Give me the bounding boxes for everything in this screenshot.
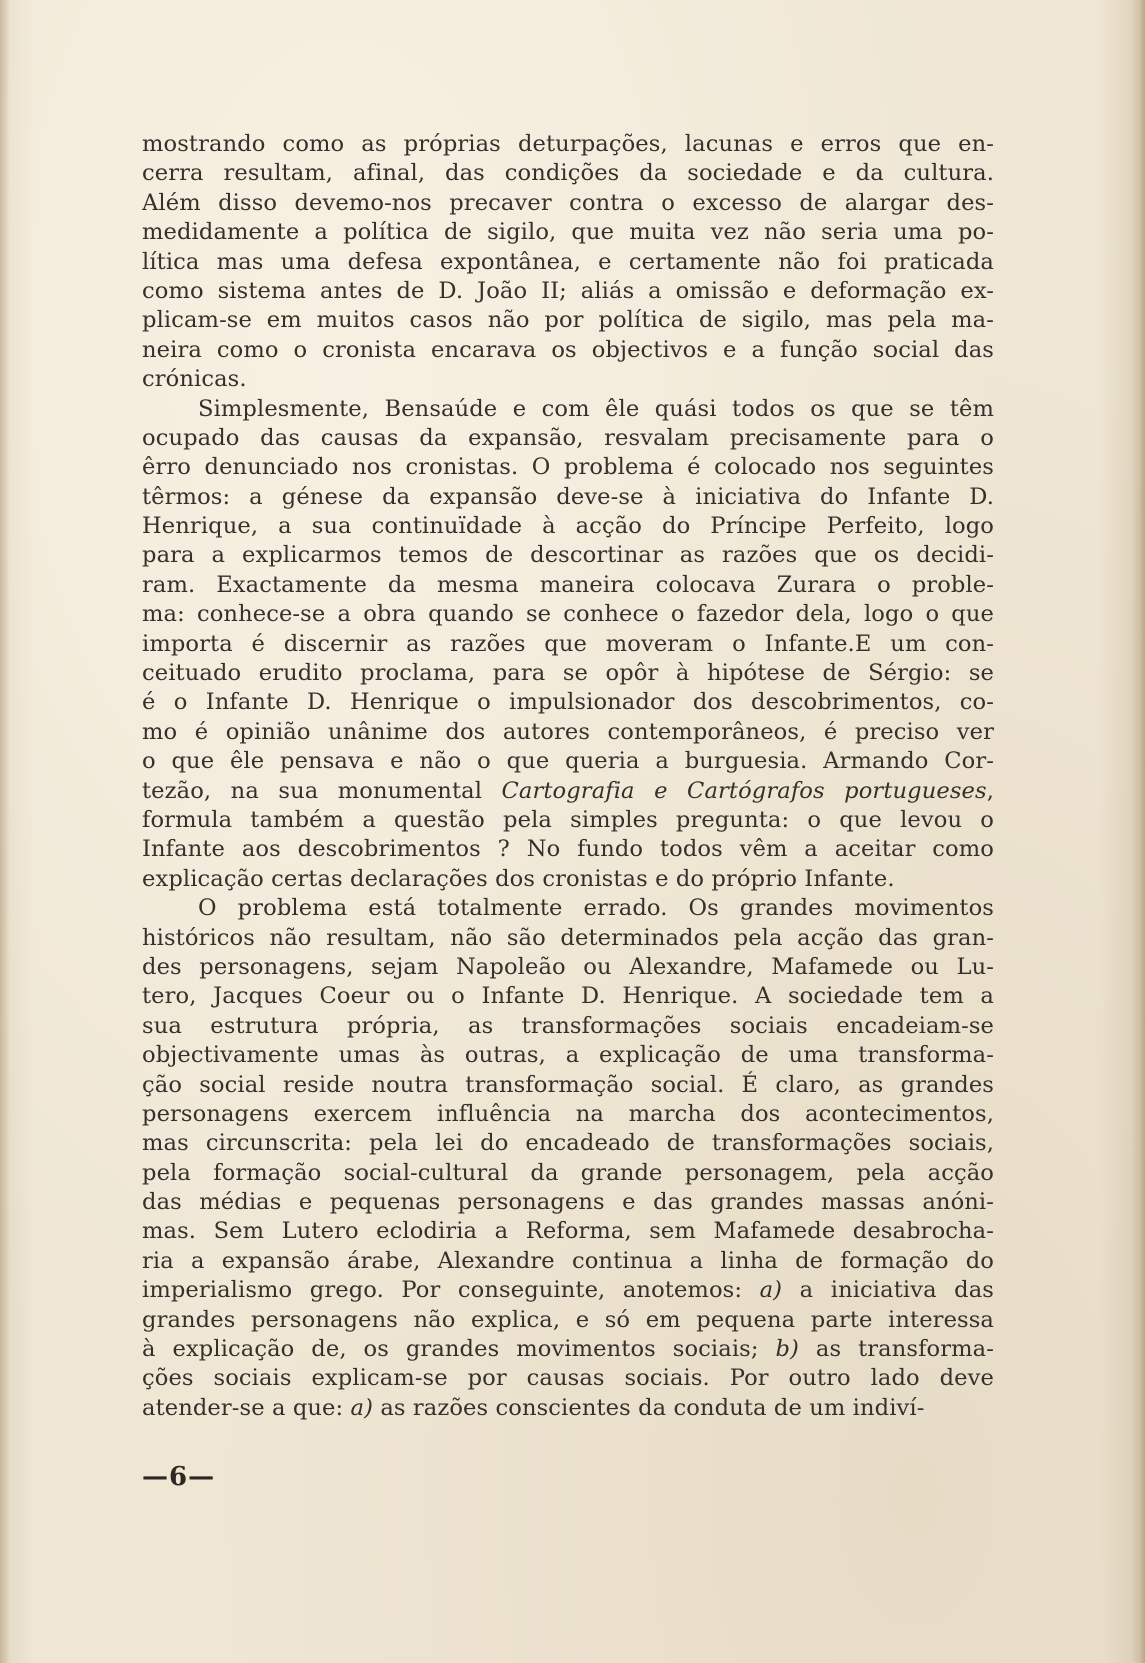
text-segment: das médias e pequenas personagens e das grandes massas anóni-	[142, 1189, 994, 1216]
text-line	[142, 835, 994, 864]
text-line	[142, 1306, 994, 1335]
italic-text: a)	[350, 1394, 374, 1421]
text-segment: medidamente a política de sigilo, que muita vez não seria uma po-	[142, 219, 994, 246]
text-line	[142, 1159, 994, 1188]
text-line	[142, 600, 994, 629]
text-segment: ções sociais explicam-se por causas sociais. Por outro lado deve	[142, 1365, 994, 1392]
text-segment: Henrique, a sua continuïdade à acção do Príncipe Perfeito, logo	[142, 513, 994, 540]
text-line	[142, 1071, 994, 1100]
text-line	[142, 395, 994, 424]
text-segment: a iniciativa das	[782, 1277, 994, 1304]
text-line	[142, 1394, 994, 1423]
text-segment: históricos não resultam, não são determinados pela acção das gran-	[142, 924, 994, 951]
text-line	[142, 865, 994, 894]
text-line	[142, 512, 994, 541]
text-segment: têrmos: a génese da expansão deve-se à iniciativa do Infante D.	[142, 483, 994, 510]
text-segment: tezão, na sua monumental	[142, 777, 502, 804]
text-segment: explicação certas declarações dos cronistas e do próprio Infante.	[142, 865, 895, 892]
text-line	[142, 483, 994, 512]
text-line	[142, 336, 994, 365]
text-segment: à explicação de, os grandes movimentos sociais;	[142, 1336, 776, 1363]
text-line	[142, 1364, 994, 1393]
text-segment: Infante aos descobrimentos ? No fundo todos vêm a aceitar como	[142, 836, 994, 863]
text-line	[142, 1012, 994, 1041]
text-segment: ção social reside noutra transformação social. É claro, as grandes	[142, 1071, 994, 1098]
text-line	[142, 571, 994, 600]
text-line	[142, 1188, 994, 1217]
text-line	[142, 306, 994, 335]
text-line	[142, 453, 994, 482]
text-line	[142, 924, 994, 953]
text-segment: Além disso devemo-nos precaver contra o excesso de alargar des-	[142, 189, 994, 216]
text-segment: ma: conhece-se a obra quando se conhece o fazedor dela, logo o que	[142, 601, 994, 628]
text-line	[142, 688, 994, 717]
text-segment: ria a expansão árabe, Alexandre continua a linha de formação do	[142, 1247, 994, 1274]
text-line	[142, 1129, 994, 1158]
text-line	[142, 541, 994, 570]
text-line	[142, 218, 994, 247]
text-segment: para a explicarmos temos de descortinar as razões que os decidi-	[142, 542, 994, 569]
text-line	[142, 777, 994, 806]
text-segment: imperialismo grego. Por conseguinte, anotemos:	[142, 1277, 760, 1304]
text-segment: mas. Sem Lutero eclodiria a Reforma, sem Mafamede desabrocha-	[142, 1218, 994, 1245]
text-segment: é o Infante D. Henrique o impulsionador dos descobrimentos, co-	[142, 689, 994, 716]
text-segment: formula também a questão pela simples pregunta: o que levou o	[142, 806, 994, 833]
text-line	[142, 659, 994, 688]
body-text	[142, 130, 994, 1423]
text-segment: neira como o cronista encarava os objectivos e a função social das	[142, 336, 994, 363]
text-segment: cerra resultam, afinal, das condições da sociedade e da cultura.	[142, 160, 994, 187]
text-segment: Simplesmente, Bensaúde e com êle quási todos os que se têm	[198, 395, 994, 422]
text-line	[142, 159, 994, 188]
text-line	[142, 1100, 994, 1129]
text-line	[142, 424, 994, 453]
text-segment: O problema está totalmente errado. Os grandes movimentos	[198, 895, 994, 922]
text-segment: mo é opinião unânime dos autores contemporâneos, é preciso ver	[142, 718, 994, 745]
text-line	[142, 1335, 994, 1364]
text-segment: mostrando como as próprias deturpações, lacunas e erros que en-	[142, 131, 994, 157]
text-line	[142, 953, 994, 982]
text-segment: des personagens, sejam Napoleão ou Alexandre, Mafamede ou Lu-	[142, 953, 994, 980]
text-line	[142, 189, 994, 218]
text-segment: plicam-se em muitos casos não por política de sigilo, mas pela ma-	[142, 307, 994, 334]
text-line	[142, 747, 994, 776]
text-segment: crónicas.	[142, 366, 247, 393]
text-segment: personagens exercem influência na marcha dos acontecimentos,	[142, 1100, 994, 1127]
text-segment: pela formação social-cultural da grande personagem, pela acção	[142, 1159, 994, 1186]
text-line	[142, 1276, 994, 1305]
italic-text: Cartografia e Cartógrafos portugueses	[501, 777, 987, 804]
italic-text: b)	[775, 1336, 799, 1363]
text-segment: ,	[986, 777, 994, 804]
text-segment: o que êle pensava e não o que queria a burguesia. Armando Cor-	[142, 748, 994, 775]
text-line	[142, 130, 994, 159]
text-line	[142, 982, 994, 1011]
text-line	[142, 1217, 994, 1246]
text-segment: mas circunscrita: pela lei do encadeado de transformações sociais,	[142, 1130, 994, 1157]
page-right-edge	[1131, 0, 1145, 1663]
text-line	[142, 1041, 994, 1070]
text-line	[142, 806, 994, 835]
text-segment: ram. Exactamente da mesma maneira colocava Zurara o proble-	[142, 571, 994, 598]
text-line	[142, 248, 994, 277]
italic-text: a)	[759, 1277, 783, 1304]
text-segment: as razões conscientes da conduta de um indiví-	[373, 1394, 925, 1421]
text-segment: lítica mas uma defesa expontânea, e certamente não foi praticada	[142, 248, 994, 275]
page-number: —6—	[142, 1462, 216, 1492]
page-left-shadow	[0, 0, 10, 1663]
text-line	[142, 630, 994, 659]
text-segment: ceituado erudito proclama, para se opôr à hipótese de Sérgio: se	[142, 660, 994, 687]
text-line	[142, 365, 994, 394]
text-line	[142, 277, 994, 306]
text-segment: objectivamente umas às outras, a explicação de uma transforma-	[142, 1042, 994, 1069]
text-segment: grandes personagens não explica, e só em pequena parte interessa	[142, 1306, 994, 1333]
text-segment: tero, Jacques Coeur ou o Infante D. Henrique. A sociedade tem a	[142, 983, 994, 1010]
text-segment: sua estrutura própria, as transformações sociais encadeiam-se	[142, 1012, 994, 1039]
text-segment: ocupado das causas da expansão, resvalam precisamente para o	[142, 424, 994, 451]
text-segment: importa é discernir as razões que moveram o Infante.E um con-	[142, 630, 994, 657]
text-line	[142, 718, 994, 747]
text-line	[142, 894, 994, 923]
text-segment: êrro denunciado nos cronistas. O problema é colocado nos seguintes	[142, 454, 994, 481]
text-segment: atender-se a que:	[142, 1394, 351, 1421]
text-segment: como sistema antes de D. João II; aliás a omissão e deformação ex-	[142, 277, 994, 304]
text-line	[142, 1247, 994, 1276]
text-segment: as transforma-	[798, 1336, 994, 1363]
